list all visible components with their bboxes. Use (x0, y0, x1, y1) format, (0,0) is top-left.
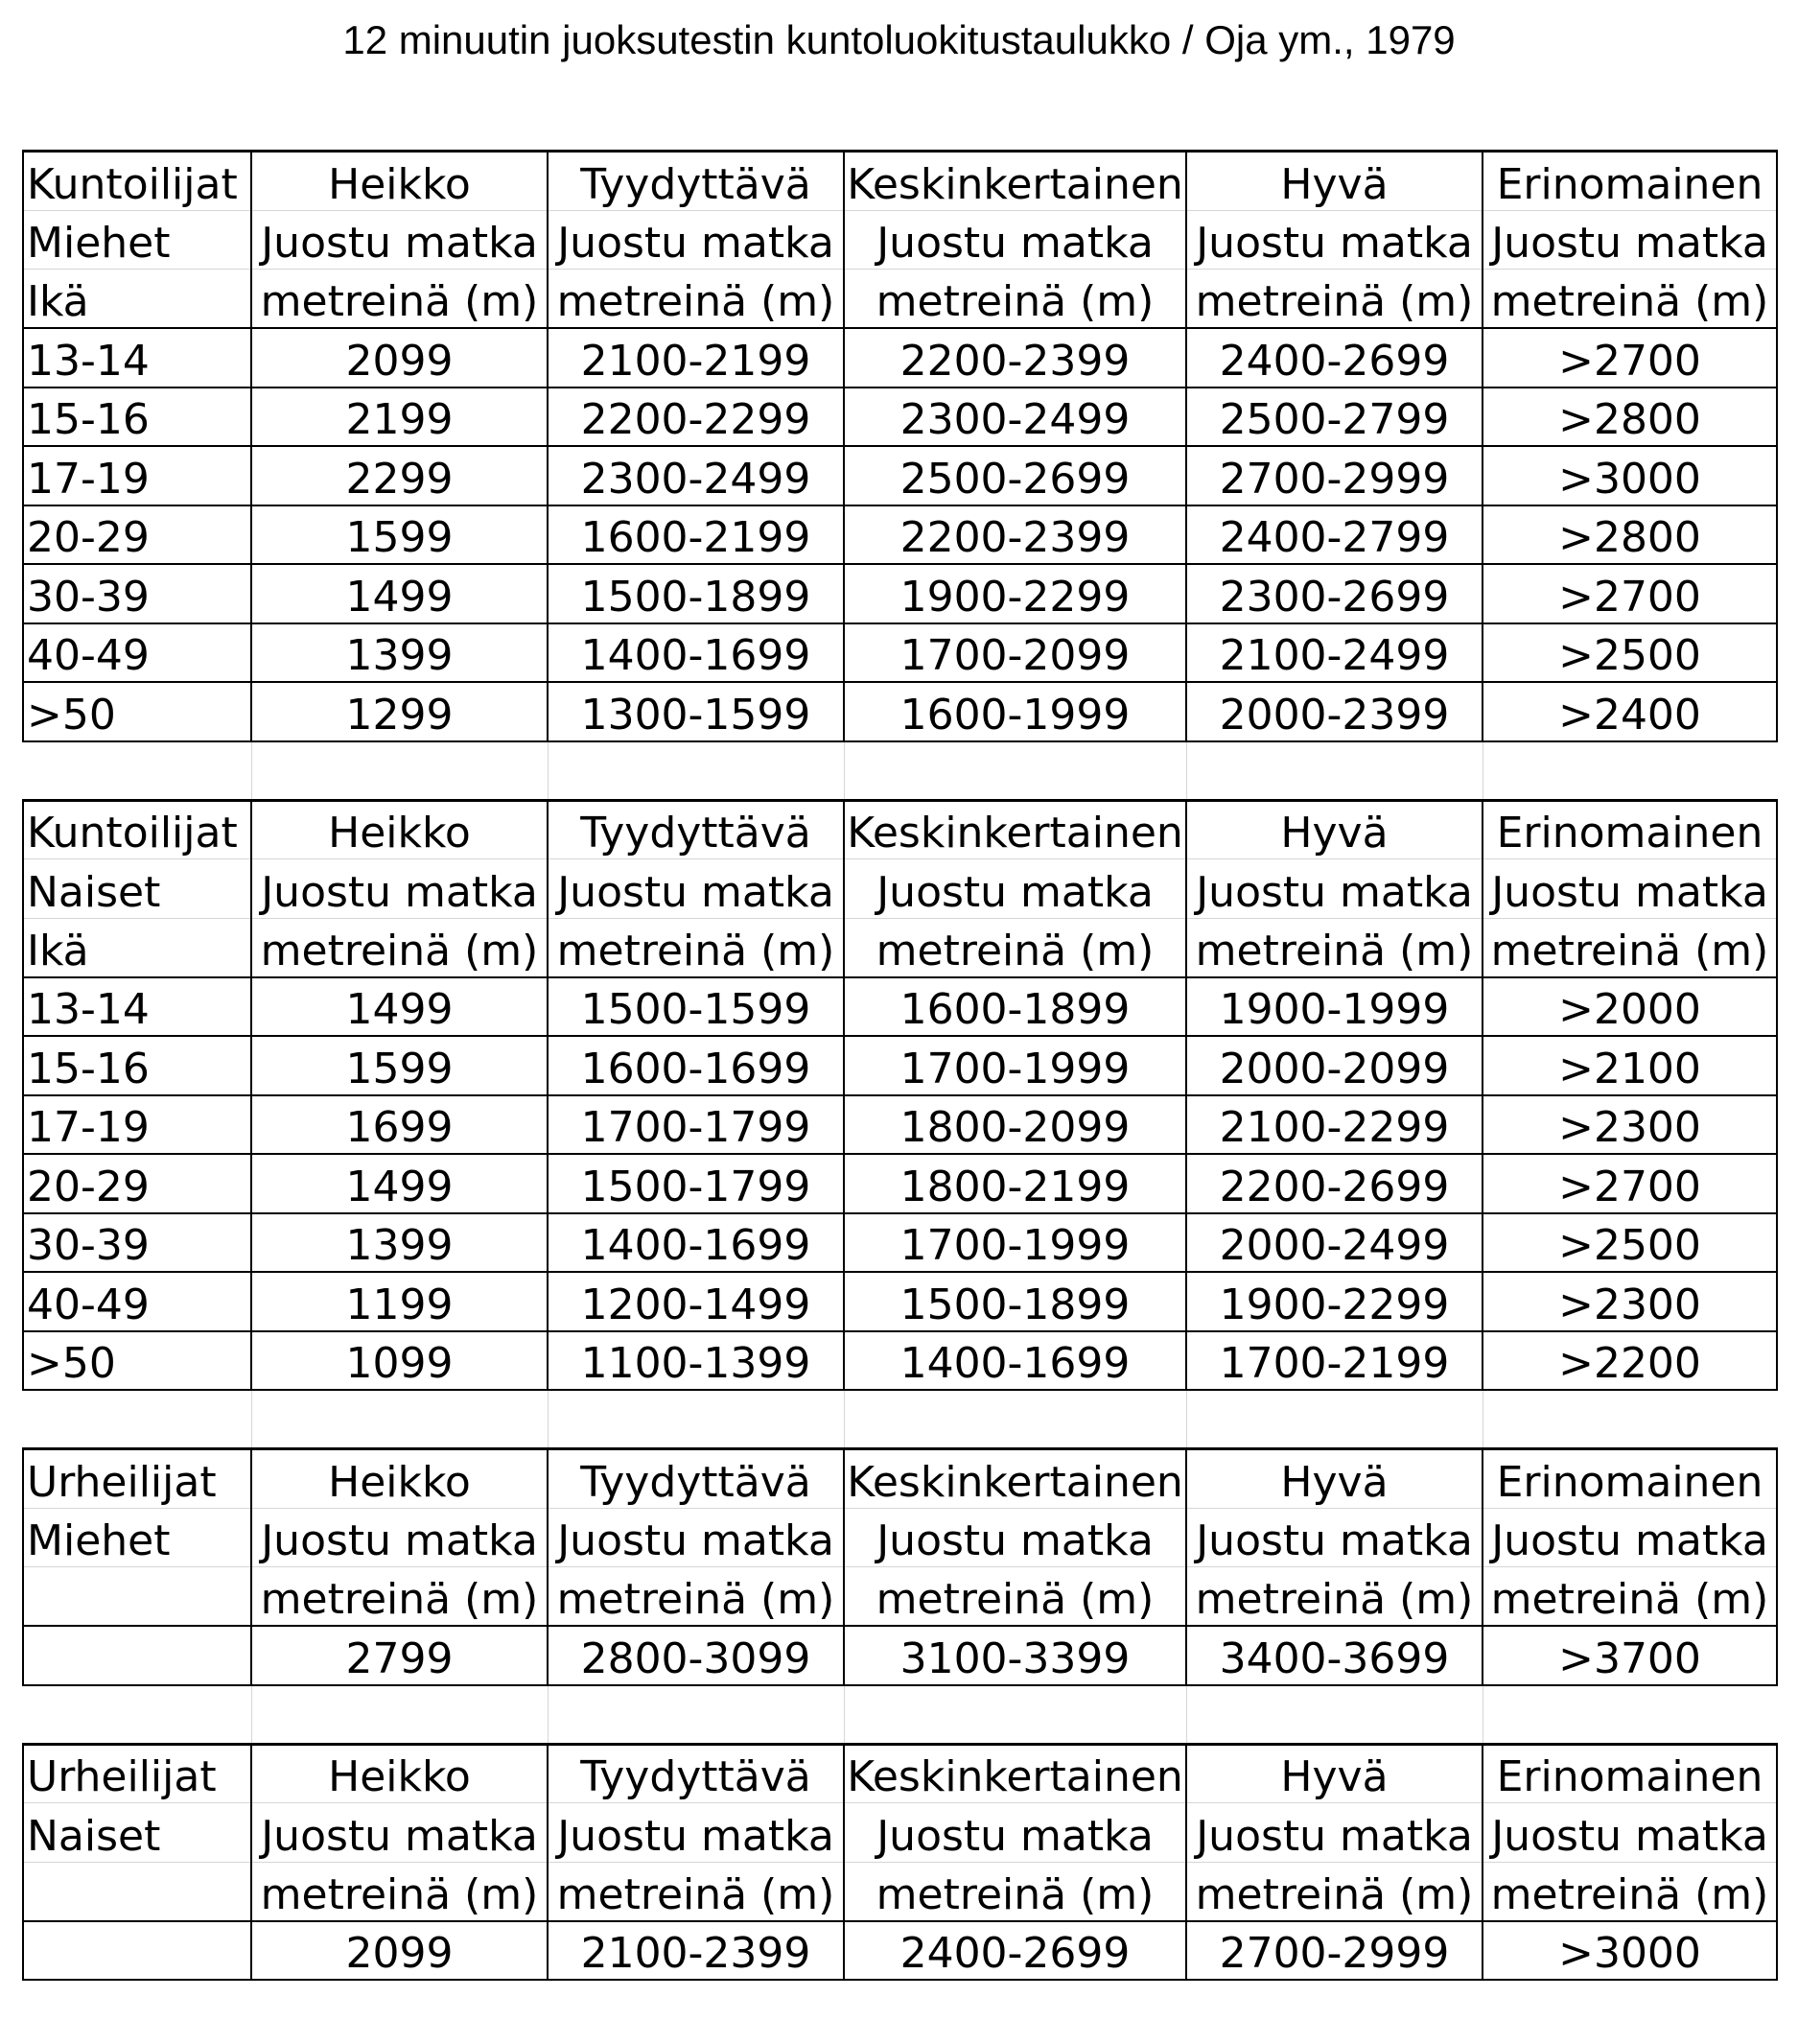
empty-cell (548, 1390, 844, 1449)
level-header: Erinomainen (1483, 152, 1777, 211)
table-row (23, 1331, 1777, 1391)
distance-cell: 1100-1399 (548, 1331, 844, 1391)
unit-label: Juostu matka (844, 210, 1186, 270)
distance-cell: 1700-1999 (844, 1036, 1186, 1095)
group-label: Urheilijat (23, 1744, 251, 1803)
distance-cell: 2799 (251, 1626, 548, 1685)
distance-cell: 2200-2299 (548, 388, 844, 447)
sex-label: Miehet (23, 210, 251, 270)
distance-cell: 2000-2099 (1186, 1036, 1483, 1095)
unit-label: metreinä (m) (548, 918, 844, 977)
distance-cell: 1599 (251, 505, 548, 565)
distance-cell: 1699 (251, 1095, 548, 1155)
level-header: Keskinkertainen (844, 1744, 1186, 1803)
empty-cell (844, 1390, 1186, 1449)
age-cell: 40-49 (23, 1272, 251, 1331)
unit-label: Juostu matka (251, 1803, 548, 1863)
age-cell: 30-39 (23, 564, 251, 623)
level-header: Tyydyttävä (548, 1449, 844, 1509)
unit-label: metreinä (m) (1483, 1862, 1777, 1921)
distance-cell: >2100 (1483, 1036, 1777, 1095)
unit-label: Juostu matka (1483, 1803, 1777, 1863)
level-header: Heikko (251, 152, 548, 211)
empty-cell (1483, 1390, 1777, 1449)
distance-cell: 1700-2199 (1186, 1331, 1483, 1391)
header-row (23, 918, 1777, 977)
unit-label: Juostu matka (1186, 1508, 1483, 1567)
unit-label: metreinä (m) (844, 270, 1186, 329)
distance-cell: 2099 (251, 1921, 548, 1981)
table-row (23, 1036, 1777, 1095)
distance-cell: >2000 (1483, 977, 1777, 1037)
unit-label: metreinä (m) (844, 918, 1186, 977)
age-cell: 15-16 (23, 1036, 251, 1095)
distance-cell: 1900-2299 (1186, 1272, 1483, 1331)
level-header: Keskinkertainen (844, 152, 1186, 211)
level-header: Keskinkertainen (844, 800, 1186, 859)
header-row (23, 210, 1777, 270)
distance-cell: 2500-2799 (1186, 388, 1483, 447)
level-header: Hyvä (1186, 1449, 1483, 1509)
distance-cell: 1800-2099 (844, 1095, 1186, 1155)
unit-label: metreinä (m) (1186, 918, 1483, 977)
distance-cell: 3400-3699 (1186, 1626, 1483, 1685)
age-cell (23, 1626, 251, 1685)
unit-label: metreinä (m) (548, 1862, 844, 1921)
age-label (23, 1567, 251, 1627)
distance-cell: 2200-2699 (1186, 1154, 1483, 1213)
distance-cell: 1400-1699 (548, 1213, 844, 1273)
distance-cell: 1600-1699 (548, 1036, 844, 1095)
level-header: Erinomainen (1483, 1744, 1777, 1803)
distance-cell: 1800-2199 (844, 1154, 1186, 1213)
unit-label: metreinä (m) (844, 1862, 1186, 1921)
age-cell: 15-16 (23, 388, 251, 447)
distance-cell: 1199 (251, 1272, 548, 1331)
empty-cell (251, 741, 548, 801)
table-row (23, 564, 1777, 623)
distance-cell: 1499 (251, 1154, 548, 1213)
distance-cell: 2100-2199 (548, 328, 844, 388)
level-header: Tyydyttävä (548, 1744, 844, 1803)
header-row (23, 270, 1777, 329)
distance-cell: 1400-1699 (844, 1331, 1186, 1391)
unit-label: Juostu matka (1483, 859, 1777, 919)
distance-cell: 1500-1799 (548, 1154, 844, 1213)
unit-label: metreinä (m) (251, 270, 548, 329)
distance-cell: 1700-1799 (548, 1095, 844, 1155)
distance-cell: 1600-1899 (844, 977, 1186, 1037)
distance-cell: 2100-2299 (1186, 1095, 1483, 1155)
unit-label: metreinä (m) (1186, 270, 1483, 329)
distance-cell: >2700 (1483, 564, 1777, 623)
distance-cell: 2400-2699 (1186, 328, 1483, 388)
unit-label: metreinä (m) (548, 270, 844, 329)
level-header: Heikko (251, 800, 548, 859)
distance-cell: 1099 (251, 1331, 548, 1391)
distance-cell: 2100-2499 (1186, 623, 1483, 683)
unit-label: Juostu matka (1186, 1803, 1483, 1863)
distance-cell: >2500 (1483, 623, 1777, 683)
unit-label: Juostu matka (844, 1508, 1186, 1567)
unit-label: metreinä (m) (1483, 270, 1777, 329)
table-block (23, 152, 1777, 741)
age-cell: 13-14 (23, 977, 251, 1037)
spacer-row (23, 741, 1777, 801)
unit-label: metreinä (m) (251, 1862, 548, 1921)
empty-cell (1186, 741, 1483, 801)
distance-cell: >2800 (1483, 388, 1777, 447)
distance-cell: 1500-1599 (548, 977, 844, 1037)
page-title: 12 minuutin juoksutestin kuntoluokitustaulukko / Oja ym., 1979 (342, 17, 1456, 62)
table-row (23, 1095, 1777, 1155)
fitness-classification-table (22, 150, 1778, 1981)
table-block (23, 800, 1777, 1390)
empty-cell (548, 1685, 844, 1745)
unit-label: Juostu matka (548, 1508, 844, 1567)
sex-label: Naiset (23, 1803, 251, 1863)
empty-cell (844, 741, 1186, 801)
empty-cell (548, 741, 844, 801)
spacer-row (23, 1390, 1777, 1449)
unit-label: metreinä (m) (1186, 1567, 1483, 1627)
empty-cell (1483, 1685, 1777, 1745)
distance-cell: 2200-2399 (844, 505, 1186, 565)
distance-cell: 2199 (251, 388, 548, 447)
distance-cell: 1900-2299 (844, 564, 1186, 623)
level-header: Hyvä (1186, 152, 1483, 211)
distance-cell: 1399 (251, 623, 548, 683)
distance-cell: >3000 (1483, 1921, 1777, 1981)
level-header: Erinomainen (1483, 800, 1777, 859)
age-cell: >50 (23, 682, 251, 741)
unit-label: Juostu matka (844, 859, 1186, 919)
unit-label: metreinä (m) (548, 1567, 844, 1627)
level-header: Heikko (251, 1449, 548, 1509)
unit-label: Juostu matka (548, 859, 844, 919)
header-row (23, 859, 1777, 919)
age-cell: 17-19 (23, 446, 251, 505)
table-row (23, 328, 1777, 388)
empty-cell (251, 1685, 548, 1745)
distance-cell: 2800-3099 (548, 1626, 844, 1685)
distance-cell: 2200-2399 (844, 328, 1186, 388)
empty-cell (23, 741, 251, 801)
distance-cell: >2300 (1483, 1272, 1777, 1331)
level-header: Keskinkertainen (844, 1449, 1186, 1509)
sex-label: Naiset (23, 859, 251, 919)
level-header: Tyydyttävä (548, 800, 844, 859)
distance-cell: 2100-2399 (548, 1921, 844, 1981)
distance-cell: 1500-1899 (548, 564, 844, 623)
header-row (23, 152, 1777, 211)
distance-cell: 1600-2199 (548, 505, 844, 565)
unit-label: metreinä (m) (1483, 918, 1777, 977)
distance-cell: >2700 (1483, 1154, 1777, 1213)
age-label (23, 1862, 251, 1921)
age-cell: 20-29 (23, 505, 251, 565)
unit-label: Juostu matka (251, 859, 548, 919)
distance-cell: >2500 (1483, 1213, 1777, 1273)
age-cell: 13-14 (23, 328, 251, 388)
level-header: Tyydyttävä (548, 152, 844, 211)
unit-label: Juostu matka (1186, 210, 1483, 270)
distance-cell: >2800 (1483, 505, 1777, 565)
distance-cell: 1400-1699 (548, 623, 844, 683)
group-label: Urheilijat (23, 1449, 251, 1509)
table-row (23, 388, 1777, 447)
age-cell (23, 1921, 251, 1981)
table-row (23, 505, 1777, 565)
header-row (23, 1803, 1777, 1863)
table-row (23, 1213, 1777, 1273)
distance-cell: 2300-2499 (548, 446, 844, 505)
distance-cell: 2300-2699 (1186, 564, 1483, 623)
distance-cell: 1299 (251, 682, 548, 741)
age-label: Ikä (23, 270, 251, 329)
table-row (23, 446, 1777, 505)
age-cell: 40-49 (23, 623, 251, 683)
table-row (23, 623, 1777, 683)
age-cell: 17-19 (23, 1095, 251, 1155)
header-row (23, 1862, 1777, 1921)
distance-cell: 2700-2999 (1186, 446, 1483, 505)
distance-cell: >2300 (1483, 1095, 1777, 1155)
unit-label: Juostu matka (251, 210, 548, 270)
header-row (23, 800, 1777, 859)
unit-label: Juostu matka (1483, 1508, 1777, 1567)
table-row (23, 1154, 1777, 1213)
unit-label: Juostu matka (548, 210, 844, 270)
distance-cell: 2300-2499 (844, 388, 1186, 447)
distance-cell: 2400-2699 (844, 1921, 1186, 1981)
distance-cell: 1600-1999 (844, 682, 1186, 741)
age-cell: 30-39 (23, 1213, 251, 1273)
unit-label: metreinä (m) (1483, 1567, 1777, 1627)
group-label: Kuntoilijat (23, 800, 251, 859)
table-row (23, 977, 1777, 1037)
distance-cell: >2400 (1483, 682, 1777, 741)
distance-cell: 2099 (251, 328, 548, 388)
distance-cell: 2299 (251, 446, 548, 505)
unit-label: Juostu matka (251, 1508, 548, 1567)
header-row (23, 1449, 1777, 1509)
distance-cell: 1700-2099 (844, 623, 1186, 683)
table-row (23, 682, 1777, 741)
distance-cell: 1500-1899 (844, 1272, 1186, 1331)
unit-label: metreinä (m) (251, 1567, 548, 1627)
age-cell: >50 (23, 1331, 251, 1391)
unit-label: Juostu matka (1483, 210, 1777, 270)
header-row (23, 1744, 1777, 1803)
distance-cell: 2400-2799 (1186, 505, 1483, 565)
unit-label: metreinä (m) (1186, 1862, 1483, 1921)
empty-cell (1186, 1685, 1483, 1745)
distance-cell: 2000-2499 (1186, 1213, 1483, 1273)
unit-label: Juostu matka (548, 1803, 844, 1863)
header-row (23, 1508, 1777, 1567)
header-row (23, 1567, 1777, 1627)
empty-cell (1186, 1390, 1483, 1449)
level-header: Hyvä (1186, 1744, 1483, 1803)
age-cell: 20-29 (23, 1154, 251, 1213)
distance-cell: >3700 (1483, 1626, 1777, 1685)
empty-cell (23, 1390, 251, 1449)
distance-cell: 1900-1999 (1186, 977, 1483, 1037)
empty-cell (1483, 741, 1777, 801)
empty-cell (23, 1685, 251, 1745)
table-block (23, 1744, 1777, 1980)
distance-cell: 1499 (251, 564, 548, 623)
distance-cell: >3000 (1483, 446, 1777, 505)
distance-cell: 2700-2999 (1186, 1921, 1483, 1981)
distance-cell: 1599 (251, 1036, 548, 1095)
unit-label: Juostu matka (844, 1803, 1186, 1863)
table-row (23, 1272, 1777, 1331)
unit-label: metreinä (m) (251, 918, 548, 977)
distance-cell: 3100-3399 (844, 1626, 1186, 1685)
distance-cell: >2700 (1483, 328, 1777, 388)
distance-cell: 1300-1599 (548, 682, 844, 741)
level-header: Hyvä (1186, 800, 1483, 859)
distance-cell: 1399 (251, 1213, 548, 1273)
table-row (23, 1626, 1777, 1685)
level-header: Heikko (251, 1744, 548, 1803)
age-label: Ikä (23, 918, 251, 977)
distance-cell: 1200-1499 (548, 1272, 844, 1331)
table-row (23, 1921, 1777, 1981)
empty-cell (251, 1390, 548, 1449)
distance-cell: 2500-2699 (844, 446, 1186, 505)
distance-cell: 1700-1999 (844, 1213, 1186, 1273)
spacer-row (23, 1685, 1777, 1745)
group-label: Kuntoilijat (23, 152, 251, 211)
unit-label: Juostu matka (1186, 859, 1483, 919)
distance-cell: 2000-2399 (1186, 682, 1483, 741)
unit-label: metreinä (m) (844, 1567, 1186, 1627)
sex-label: Miehet (23, 1508, 251, 1567)
empty-cell (844, 1685, 1186, 1745)
level-header: Erinomainen (1483, 1449, 1777, 1509)
distance-cell: 1499 (251, 977, 548, 1037)
table-block (23, 1449, 1777, 1685)
distance-cell: >2200 (1483, 1331, 1777, 1391)
